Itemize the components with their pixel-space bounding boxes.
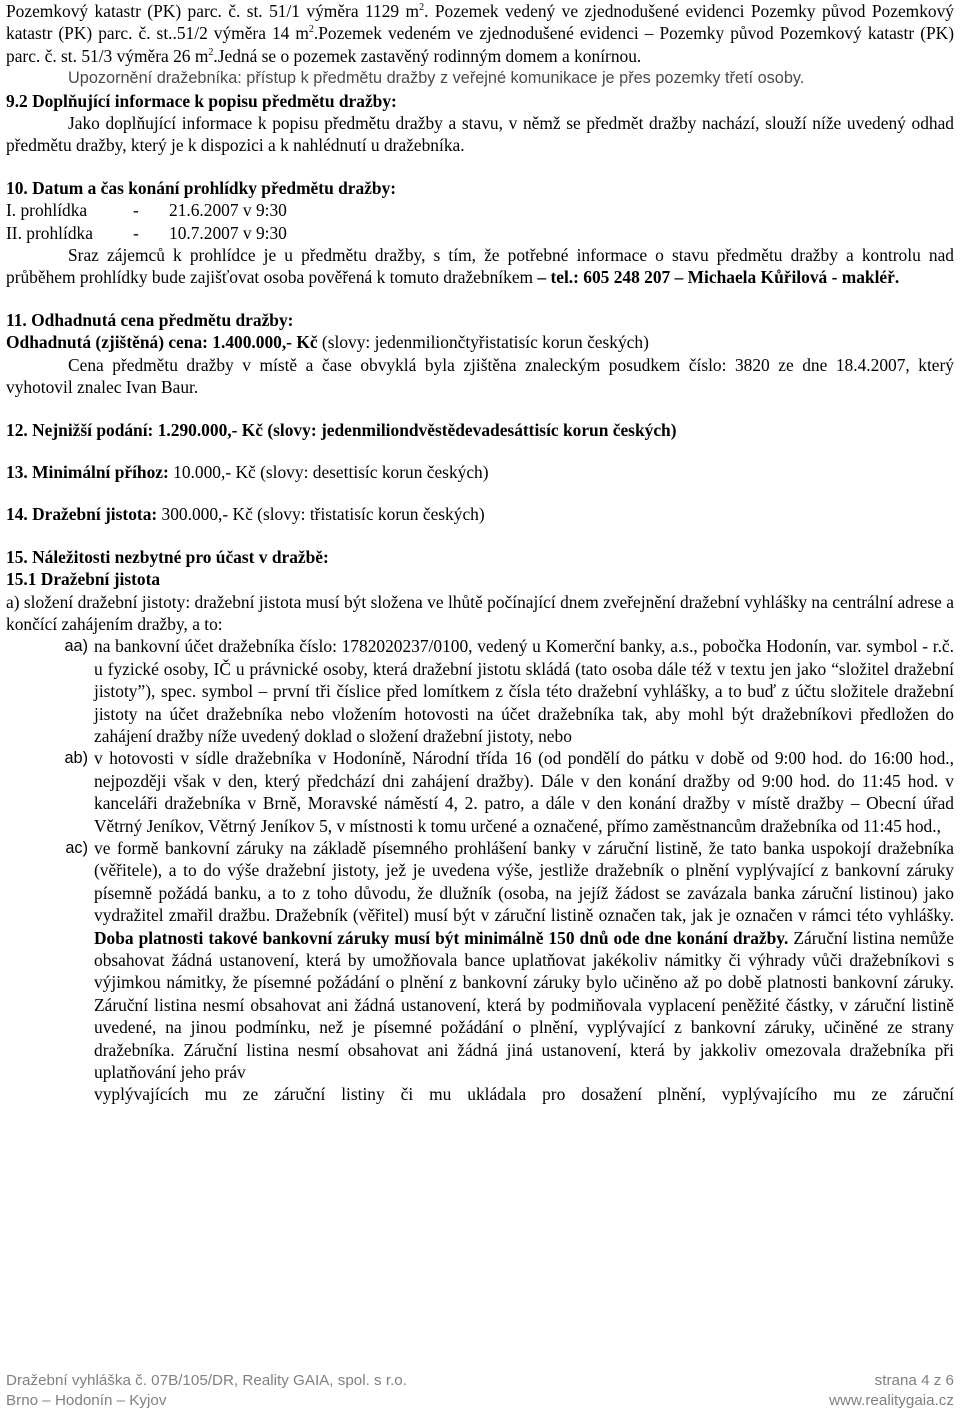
footer-website: www.realitygaia.cz — [829, 1392, 954, 1409]
estimated-price: Odhadnutá (zjištěná) cena: 1.400.000,- Kč (slovy: jedenmiliončtyřistatisíc korun českých) — [6, 332, 649, 353]
list-text: v hotovosti v sídle dražebníka v Hodoníně, Národní třída 16 (od pondělí do pátku v době od 9:00 hod. do 16:00 hod., nejpozději však v den, který předchází dni zahájení dražby). Dále v den konání dražby od 9:00 hod. do 11:45 hod. v kanceláři dražebníka v Brně, Moravské náměstí 4, 2. patro, a dále v den konání dražby v místě dražby – Obecní úřad Větrný Jeníkov, Větrný Jeníkov 5, v místnosti k tomu určené a označené, přímo zaměstnancům dražebníka od 11:45 hod., — [94, 748, 954, 836]
list-item-ac — [6, 837, 954, 1106]
viewing-row: I. prohlídka - 21.6.2007 v 9:30 — [6, 200, 287, 221]
section-12: 12. Nejnižší podání: 1.290.000,- Kč (slovy: jedenmiliondvěstědevadesáttisíc korun českých) — [6, 419, 677, 440]
section-14: 14. Dražební jistota: 300.000,- Kč (slovy: třistatisíc korun českých) — [6, 504, 485, 525]
list-label: ab) — [64, 749, 88, 768]
section-15-intro: a) složení dražební jistoty: dražební jistota musí být složena ve lhůtě počínající dnem zveřejnění dražební vyhlášky na centrální adrese a končící zahájením dražby, a to: — [6, 591, 954, 634]
list-item-aa — [6, 635, 954, 747]
section-9-2-heading: 9.2 Doplňující informace k popisu předmětu dražby: — [6, 90, 397, 111]
footer-page-number: strana 4 z 6 — [874, 1372, 954, 1389]
list-text: na bankovní účet dražebníka číslo: 1782020237/0100, vedený u Komerční banky, a.s., pobočka Hodonín, var. symbol - r.č. u fyzické osoby, IČ u právnické osoby, která dražební jistotu skládá (tato osoba dále též v textu jen jako “složitel dražební jistoty”), spec. symbol – první tři číslice před lomítkem z čísla této dražební vyhlášky, a to buď z účtu složitele dražební jistoty na účet dražebníka nebo vložením hotovosti na účet dražebníka tak, aby mohl být dražebníkovi předložen do zahájení dražby níže uvedený doklad o složení dražební jistoty, nebo — [94, 636, 954, 746]
auctioneer-warning: Upozornění dražebníka: přístup k předmětu dražby z veřejné komunikace je přes pozemky třetí osoby. — [68, 69, 805, 88]
viewing-row: II. prohlídka - 10.7.2007 v 9:30 — [6, 222, 287, 243]
contact-phone: – tel.: 605 248 207 – Michaela Kůřilová - makléř. — [537, 267, 900, 288]
section-10-heading: 10. Datum a čas konání prohlídky předmětu dražby: — [6, 177, 397, 198]
list-item-ab — [6, 747, 954, 837]
document-page — [6, 0, 954, 1106]
footer-document-id: Dražební vyhláška č. 07B/105/DR, Reality GAIA, spol. s r.o. — [6, 1372, 407, 1389]
section-15-heading: 15. Náležitosti nezbytné pro účast v dražbě: — [6, 546, 329, 567]
footer-line-2 — [6, 1390, 954, 1412]
parcel-description: Pozemkový katastr (PK) parc. č. st. 51/1 výměra 1129 $m^2$. Pozemek vedený ve zjednodušené evidenci Pozemky původ Pozemkový katastr (PK) parc. č. st..51/2 výměra 14 $m^2.Pozemek$ vedeném ve zjednodušené evidenci – Pozemky původ Pozemkový katastr (PK) parc. č. st. 51/3 výměra 26 $m^2.Jedná$ se o pozemek zastavěný rodinným domem a konírnou. — [6, 1, 955, 66]
list-label: aa) — [64, 637, 88, 656]
section-15-1-heading: 15.1 Dražební jistota — [6, 569, 161, 590]
section-11-text: Cena předmětu dražby v místě a čase obvyklá byla zjištěna znaleckým posudkem číslo: 3820 ze dne 18.4.2007, který vyhotovil znalec Ivan Baur. — [6, 354, 954, 398]
section-13: 13. Minimální příhoz: 10.000,- Kč (slovy: desettisíc korun českých) — [6, 461, 489, 482]
section-11-heading: 11. Odhadnutá cena předmětu dražby: — [6, 309, 294, 330]
footer-offices: Brno – Hodonín – Kyjov — [6, 1392, 167, 1409]
section-9-2-text: Jako doplňující informace k popisu předmětu dražby a stavu, v němž se předmět dražby nachází, slouží níže uvedený odhad předmětu dražby, který je k dispozici a k nahlédnutí u dražebníka. — [6, 113, 954, 156]
section-10-text: Sraz zájemců k prohlídce je u předmětu dražby, s tím, že potřebné informace o stavu předmětu dražby a kontrolu nad průběhem prohlídky bude zajišťovat osoba pověřená k tomuto dražebníkem – tel.: 605 248 207 – Michaela Kůřilová - makléř. — [6, 245, 954, 288]
list-label: ac) — [65, 839, 88, 857]
list-text: ve formě bankovní záruky na základě písemného prohlášení banky v záruční listině, že tato banka uspokojí dražebníka (věřitele), a to do výše dražební jistoty, jež je uvedena výše, jestliže dražebník o plnění vyplývající z bankovní záruky písemně požádá banku, a to z toho důvodu, že dlužník (osoba, na jejíž žádost se zavázala banka záruční listinou) jako vydražitel zmařil dražbu. Dražebník (věřitel) musí být v záruční listině označen tak, jak je označen v rámci této vyhlášky. Doba platnosti takové bankovní záruky musí být minimálně 150 dnů ode dne konání dražby. Záruční listina nemůže obsahovat žádná ustanovení, která by umožňovala bance uplatňovat jakékoliv námitky či výhrady vůči dražebníkovi s výjimkou námitky, že písemné požádání o plnění z bankovní záruky bylo učiněno až po době platnosti bankovní záruky. Záruční listina nesmí obsahovat ani žádná ustanovení, která by podmiňovala vyplacení peněžité částky, v záruční listině uvedené, na jinou podmínku, než je písemné požádání o plnění, vyplývající z bankovní záruky, učiněné ze strany dražebníka. Záruční listina nesmí obsahovat ani žádná jiná ustanovení, která by jakkoliv omezovala dražebníka při uplatňování jeho práv vyplývajících mu ze záruční listiny či mu ukládala pro dosažení plnění, vyplývajícího mu ze záruční — [94, 838, 954, 1105]
